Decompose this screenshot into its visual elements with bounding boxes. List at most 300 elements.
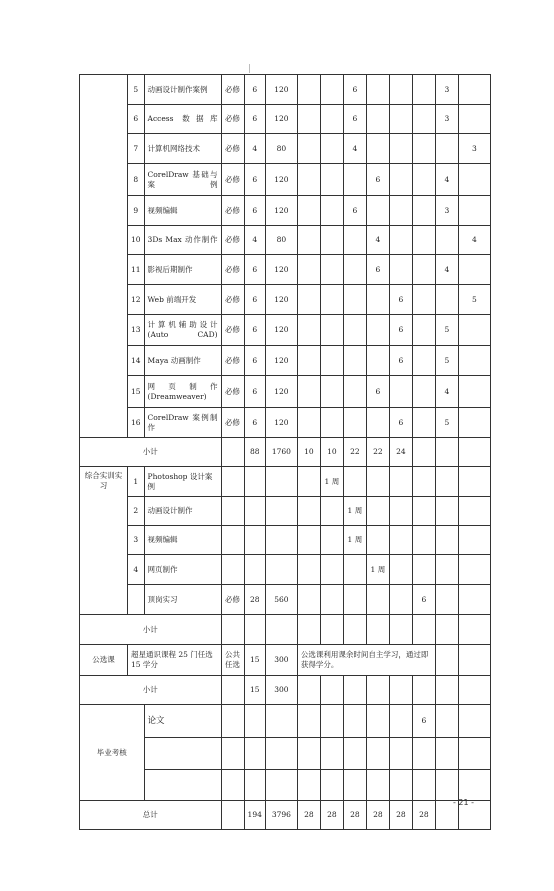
table-row [80, 164, 491, 196]
subtotal-label: 小计 [80, 615, 222, 645]
total-hours: 3796 [265, 801, 297, 830]
course-credit: 4 [244, 134, 265, 164]
semester-hours-s4 [366, 134, 389, 164]
subtotal-s1: 10 [297, 438, 320, 467]
semester-hours-s8: 4 [458, 226, 490, 255]
course-number: 6 [128, 105, 145, 134]
table-cell [412, 676, 435, 705]
table-cell [389, 555, 412, 585]
table-row [80, 526, 491, 555]
semester-hours-s2 [320, 105, 343, 134]
table-cell [412, 467, 435, 497]
table-cell [412, 615, 435, 645]
semester-hours-s5 [389, 75, 412, 105]
table-row [80, 226, 491, 255]
semester-hours-s3 [343, 255, 366, 285]
table-cell [297, 555, 320, 585]
course-type: 必修 [221, 315, 244, 346]
table-cell [221, 615, 244, 645]
semester-hours-s5 [389, 255, 412, 285]
semester-hours-s5 [389, 226, 412, 255]
semester-hours-s8 [458, 315, 490, 346]
table-cell [389, 585, 412, 615]
semester-hours-s5 [389, 164, 412, 196]
course-name: 视频编辑 [144, 196, 221, 226]
semester-hours-s2 [320, 346, 343, 376]
semester-hours-s2 [320, 75, 343, 105]
crop-mark-top [249, 64, 250, 73]
semester-hours-s2 [320, 164, 343, 196]
course-name: 动画设计制作 [144, 497, 221, 526]
table-cell [458, 705, 490, 738]
semester-hours-s7 [435, 226, 458, 255]
course-credit: 28 [244, 585, 265, 615]
graduation-s6 [412, 738, 435, 770]
course-name: 计算机辅助设计(Auto CAD) [144, 315, 221, 346]
course-number: 3 [128, 526, 145, 555]
semester-hours-s1 [297, 376, 320, 408]
total-row [80, 801, 491, 830]
table-cell [265, 467, 297, 497]
semester-hours-s6 [412, 134, 435, 164]
course-type: 必修 [221, 75, 244, 105]
course-name: 影视后期制作 [144, 255, 221, 285]
semester-hours-s3 [343, 346, 366, 376]
course-credit: 6 [244, 196, 265, 226]
course-type: 必修 [221, 585, 244, 615]
table-cell [265, 738, 297, 770]
course-number: 15 [128, 376, 145, 408]
table-row [80, 555, 491, 585]
table-cell [458, 438, 490, 467]
table-cell [366, 738, 389, 770]
table-cell [458, 770, 490, 801]
course-name: 视频编辑 [144, 526, 221, 555]
table-cell [320, 585, 343, 615]
course-name: Maya 动画制作 [144, 346, 221, 376]
practice-week-s4: 1 周 [366, 555, 389, 585]
course-credit: 6 [244, 376, 265, 408]
subtotal-s3: 22 [343, 438, 366, 467]
semester-hours-s8 [458, 164, 490, 196]
subtotal-row [80, 615, 491, 645]
course-hours: 120 [265, 196, 297, 226]
elective-note: 公选课利用课余时间自主学习，通过即获得学分。 [297, 645, 435, 676]
table-cell [265, 497, 297, 526]
table-row [80, 408, 491, 438]
table-cell [244, 467, 265, 497]
total-s6: 28 [412, 801, 435, 830]
semester-hours-s6 [412, 408, 435, 438]
table-cell [458, 585, 490, 615]
course-credit: 6 [244, 285, 265, 315]
course-type: 必修 [221, 346, 244, 376]
semester-hours-s7: 5 [435, 315, 458, 346]
semester-hours-s1 [297, 134, 320, 164]
table-cell [412, 497, 435, 526]
semester-hours-s5: 6 [389, 346, 412, 376]
total-label: 总计 [80, 801, 222, 830]
course-number: 10 [128, 226, 145, 255]
total-s4: 28 [366, 801, 389, 830]
table-cell [297, 497, 320, 526]
total-s1: 28 [297, 801, 320, 830]
semester-hours-s2 [320, 134, 343, 164]
subtotal-s5: 24 [389, 438, 412, 467]
semester-hours-s6 [412, 376, 435, 408]
table-row [80, 255, 491, 285]
table-cell [435, 526, 458, 555]
table-cell [265, 526, 297, 555]
course-hours: 80 [265, 134, 297, 164]
semester-hours-s6 [412, 105, 435, 134]
graduation-item: 论文 [144, 705, 221, 738]
semester-hours-s3 [343, 226, 366, 255]
practice-week-s2: 1 周 [320, 467, 343, 497]
course-hours: 120 [265, 315, 297, 346]
semester-hours-s4: 6 [366, 164, 389, 196]
semester-hours-s1 [297, 196, 320, 226]
table-cell [221, 770, 244, 801]
course-hours: 120 [265, 376, 297, 408]
semester-hours-s6 [412, 255, 435, 285]
course-number: 14 [128, 346, 145, 376]
table-cell [343, 738, 366, 770]
semester-hours-s8: 3 [458, 134, 490, 164]
graduation-group-label: 毕业考核 [80, 705, 145, 801]
course-name: Photoshop 设计案例 [144, 467, 221, 497]
table-cell [297, 676, 320, 705]
table-cell [366, 676, 389, 705]
semester-hours-s1 [297, 346, 320, 376]
subtotal-label: 小计 [80, 438, 222, 467]
table-cell [265, 555, 297, 585]
semester-hours-s3 [343, 164, 366, 196]
semester-hours-s3 [343, 315, 366, 346]
table-cell [458, 738, 490, 770]
semester-hours-s6 [412, 196, 435, 226]
semester-hours-s3: 6 [343, 75, 366, 105]
table-cell [389, 676, 412, 705]
semester-hours-s4 [366, 75, 389, 105]
table-cell [366, 770, 389, 801]
semester-hours-s4 [366, 196, 389, 226]
table-cell [297, 705, 320, 738]
course-type: 必修 [221, 196, 244, 226]
table-cell [244, 770, 265, 801]
total-s3: 28 [343, 801, 366, 830]
semester-hours-s8 [458, 346, 490, 376]
course-hours: 120 [265, 255, 297, 285]
course-hours: 120 [265, 105, 297, 134]
semester-hours-s7: 4 [435, 376, 458, 408]
total-credit: 194 [244, 801, 265, 830]
semester-hours-s5: 6 [389, 315, 412, 346]
table-cell [435, 555, 458, 585]
table-cell [435, 645, 458, 676]
course-number: 8 [128, 164, 145, 196]
table-cell [412, 526, 435, 555]
course-hours: 120 [265, 346, 297, 376]
table-cell [221, 467, 244, 497]
table-cell [297, 467, 320, 497]
table-row [80, 196, 491, 226]
semester-hours-s7: 4 [435, 255, 458, 285]
table-cell [297, 585, 320, 615]
table-cell [366, 705, 389, 738]
table-cell [389, 770, 412, 801]
semester-hours-s4 [366, 408, 389, 438]
table-cell [297, 526, 320, 555]
course-name: CorelDraw 基础与案例 [144, 164, 221, 196]
course-name: 顶岗实习 [144, 585, 221, 615]
course-credit: 6 [244, 346, 265, 376]
table-cell [128, 585, 145, 615]
course-credit: 6 [244, 75, 265, 105]
table-cell [389, 497, 412, 526]
table-row [80, 134, 491, 164]
table-cell [320, 615, 343, 645]
elective-type: 公共任选 [221, 645, 244, 676]
semester-hours-s3 [343, 408, 366, 438]
table-cell [265, 705, 297, 738]
table-row [80, 315, 491, 346]
practice-week-s2 [320, 526, 343, 555]
table-cell [389, 705, 412, 738]
table-cell [366, 585, 389, 615]
course-name: CorelDraw 案例制作 [144, 408, 221, 438]
table-cell [435, 585, 458, 615]
course-credit: 4 [244, 226, 265, 255]
table-cell [435, 676, 458, 705]
total-s5: 28 [389, 801, 412, 830]
table-cell [435, 738, 458, 770]
semester-hours-s4 [366, 315, 389, 346]
table-cell [458, 467, 490, 497]
semester-hours-s6 [412, 164, 435, 196]
practice-week-s4 [366, 526, 389, 555]
subtotal-hours: 1760 [265, 438, 297, 467]
table-cell [320, 705, 343, 738]
semester-hours-s8: 5 [458, 285, 490, 315]
table-cell [221, 705, 244, 738]
semester-hours-s7: 4 [435, 164, 458, 196]
course-type: 必修 [221, 285, 244, 315]
course-name: 3Ds Max 动作制作 [144, 226, 221, 255]
table-cell [265, 615, 297, 645]
semester-hours-s2 [320, 285, 343, 315]
course-number: 2 [128, 497, 145, 526]
course-hours: 120 [265, 285, 297, 315]
table-cell [221, 438, 244, 467]
table-cell [366, 615, 389, 645]
semester-hours-s2 [320, 255, 343, 285]
table-cell [244, 615, 265, 645]
semester-hours-s7 [435, 134, 458, 164]
course-number: 9 [128, 196, 145, 226]
table-cell [435, 705, 458, 738]
table-cell [343, 705, 366, 738]
course-type: 必修 [221, 255, 244, 285]
semester-hours-s3: 6 [343, 196, 366, 226]
table-row [80, 75, 491, 105]
table-cell [389, 526, 412, 555]
semester-hours-s6 [412, 285, 435, 315]
table-cell [221, 555, 244, 585]
semester-hours-s4 [366, 285, 389, 315]
semester-hours-s8 [458, 376, 490, 408]
semester-hours-s1 [297, 315, 320, 346]
table-cell [221, 676, 244, 705]
table-cell [435, 615, 458, 645]
course-name: Web 前端开发 [144, 285, 221, 315]
course-type: 必修 [221, 376, 244, 408]
semester-hours-s3: 4 [343, 134, 366, 164]
semester-hours-s2 [320, 376, 343, 408]
semester-hours-s6 [412, 75, 435, 105]
table-cell [458, 497, 490, 526]
course-credit: 6 [244, 164, 265, 196]
semester-hours-s4: 6 [366, 255, 389, 285]
practice-week-s3 [343, 467, 366, 497]
table-cell [221, 738, 244, 770]
semester-hours-s1 [297, 75, 320, 105]
course-name: 计算机网络技术 [144, 134, 221, 164]
course-credit: 6 [244, 315, 265, 346]
semester-hours-s7: 5 [435, 408, 458, 438]
course-type: 必修 [221, 134, 244, 164]
course-number: 1 [128, 467, 145, 497]
table-cell [265, 770, 297, 801]
table-cell [297, 770, 320, 801]
semester-hours-s1 [297, 408, 320, 438]
practice-week-s2 [320, 497, 343, 526]
semester-hours-s8 [458, 105, 490, 134]
practice-week-s3: 1 周 [343, 497, 366, 526]
semester-hours-s2 [320, 226, 343, 255]
table-cell [435, 497, 458, 526]
course-type: 必修 [221, 164, 244, 196]
table-cell [244, 705, 265, 738]
table-cell [221, 497, 244, 526]
semester-hours-s6 [412, 346, 435, 376]
internship-s6: 6 [412, 585, 435, 615]
semester-hours-s8 [458, 196, 490, 226]
semester-hours-s7: 3 [435, 75, 458, 105]
table-cell [244, 497, 265, 526]
curriculum-table-body [80, 75, 491, 830]
subtotal-row [80, 676, 491, 705]
table-cell [244, 526, 265, 555]
semester-hours-s8 [458, 75, 490, 105]
total-s2: 28 [320, 801, 343, 830]
table-cell [343, 615, 366, 645]
semester-hours-s1 [297, 285, 320, 315]
semester-hours-s1 [297, 255, 320, 285]
semester-hours-s8 [458, 408, 490, 438]
semester-hours-s1 [297, 164, 320, 196]
course-number: 12 [128, 285, 145, 315]
semester-hours-s5 [389, 196, 412, 226]
subtotal-label: 小计 [80, 676, 222, 705]
elective-hours: 300 [265, 645, 297, 676]
table-cell [435, 467, 458, 497]
table-cell [320, 770, 343, 801]
semester-hours-s1 [297, 226, 320, 255]
course-hours: 120 [265, 408, 297, 438]
course-credit: 6 [244, 408, 265, 438]
course-type: 必修 [221, 226, 244, 255]
subtotal-row [80, 438, 491, 467]
semester-hours-s5 [389, 376, 412, 408]
course-type: 必修 [221, 408, 244, 438]
semester-hours-s6 [412, 315, 435, 346]
semester-hours-s4: 4 [366, 226, 389, 255]
course-hours: 120 [265, 164, 297, 196]
semester-hours-s7 [435, 285, 458, 315]
course-name: 动画设计制作案例 [144, 75, 221, 105]
table-cell [412, 555, 435, 585]
semester-hours-s5 [389, 134, 412, 164]
table-cell [389, 738, 412, 770]
semester-hours-s5 [389, 105, 412, 134]
graduation-item [144, 738, 221, 770]
course-name: 网页制作 [144, 555, 221, 585]
practice-week-s4 [366, 467, 389, 497]
graduation-item [144, 770, 221, 801]
page-number: - 21 - [452, 798, 474, 807]
table-row [80, 285, 491, 315]
table-cell [343, 770, 366, 801]
semester-hours-s8 [458, 255, 490, 285]
course-name: Access 数据库 [144, 105, 221, 134]
table-cell [389, 615, 412, 645]
course-credit: 6 [244, 255, 265, 285]
semester-hours-s1 [297, 105, 320, 134]
table-cell [458, 676, 490, 705]
table-cell [320, 676, 343, 705]
subtotal-credit: 15 [244, 676, 265, 705]
semester-hours-s2 [320, 408, 343, 438]
table-cell [320, 738, 343, 770]
table-cell [458, 526, 490, 555]
practice-week-s2 [320, 555, 343, 585]
category-cell [80, 75, 128, 438]
table-cell [435, 438, 458, 467]
semester-hours-s4 [366, 105, 389, 134]
semester-hours-s7: 5 [435, 346, 458, 376]
table-cell [458, 645, 490, 676]
course-number: 5 [128, 75, 145, 105]
semester-hours-s7: 3 [435, 196, 458, 226]
course-name: 网页制作(Dreamweaver) [144, 376, 221, 408]
semester-hours-s3: 6 [343, 105, 366, 134]
table-row [80, 467, 491, 497]
elective-credit: 15 [244, 645, 265, 676]
elective-row [80, 645, 491, 676]
course-number: 4 [128, 555, 145, 585]
semester-hours-s5: 6 [389, 285, 412, 315]
graduation-s6: 6 [412, 705, 435, 738]
course-hours: 560 [265, 585, 297, 615]
course-hours: 120 [265, 75, 297, 105]
practice-week-s3: 1 周 [343, 526, 366, 555]
table-row [80, 497, 491, 526]
course-number: 11 [128, 255, 145, 285]
table-cell [297, 615, 320, 645]
table-row [80, 585, 491, 615]
subtotal-hours: 300 [265, 676, 297, 705]
